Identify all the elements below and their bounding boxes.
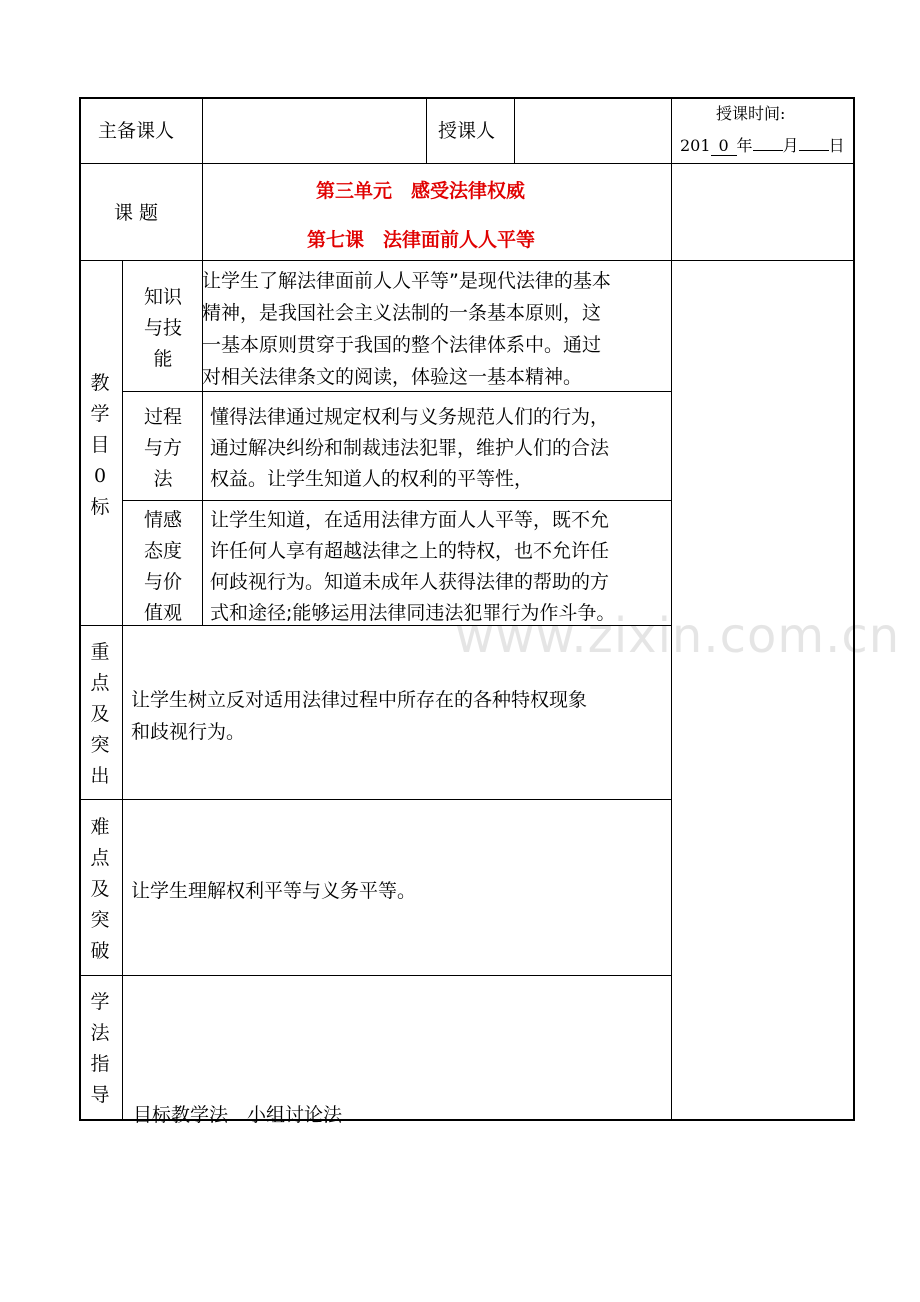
process-method-content: 懂得法律通过规定权利与义务规范人们的行为， 通过解决纠纷和制裁违法犯罪，维护人们的合法 权益。让学生知道人的权利的平等性， (210, 406, 610, 490)
topic-title-unit: 第三单元 感受法律权威 (316, 180, 526, 202)
topic-title-lesson: 第七课 法律面前人人平等 (307, 229, 536, 251)
lesson-time-label: 授课时间: (716, 104, 786, 123)
topic-label: 课 题 (114, 202, 159, 224)
preparer-label: 主备课人 (98, 120, 175, 142)
key-points-label: 重 点 及 突 出 (90, 641, 110, 787)
knowledge-skills-label: 知识 与技 能 (143, 286, 182, 370)
emotion-values-label: 情感 态度 与价 值观 (143, 509, 182, 624)
process-method-label: 过程 与方 法 (143, 406, 182, 490)
emotion-values-content: 让学生知道，在适用法律方面人人平等，既不允 许任何人享有超越法律之上的特权，也不允许任 何歧视行为。知道未成年人获得法律的帮助的方 式和途径;能够运用法律同违法犯罪行为作斗争。 (210, 509, 616, 624)
lesson-time (672, 98, 853, 163)
lesson-time-date: 201 0 年 月 日 (680, 136, 845, 155)
key-points-content: 让学生树立反对适用法律过程中所存在的各种特权现象 和歧视行为。 (131, 689, 588, 743)
year-digit-blank[interactable]: 0 (711, 137, 737, 156)
teacher-label: 授课人 (438, 120, 496, 142)
watermark: www.zixin.com.cn (455, 608, 901, 664)
objectives-label: 教 学 目 0 标 (90, 372, 110, 518)
table-border-left (79, 97, 81, 1121)
study-method-content: 目标教学法 小组讨论法 (133, 1104, 343, 1126)
study-method-label: 学 法 指 导 (90, 991, 110, 1106)
day-blank[interactable] (799, 150, 829, 151)
knowledge-skills-content: 让学生了解法律面前人人平等”是现代法律的基本 精神，是我国社会主义法制的一条基本原则，这 一基本原则贯穿于我国的整个法律体系中。通过 对相关法律条文的阅读，体验这一基本精神。 (202, 270, 611, 388)
difficult-points-content: 让学生理解权利平等与义务平等。 (131, 880, 417, 902)
month-blank[interactable] (753, 150, 783, 151)
difficult-points-label: 难 点 及 突 破 (90, 816, 110, 962)
